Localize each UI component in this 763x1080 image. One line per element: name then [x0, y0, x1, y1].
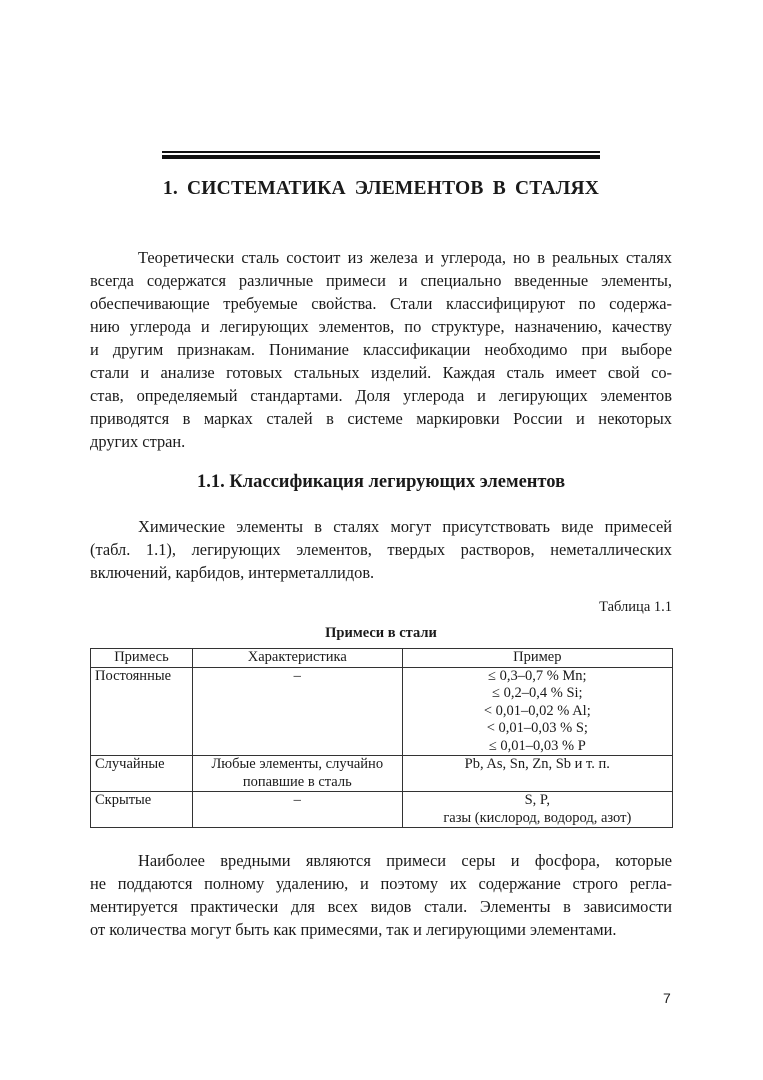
cell-example: Pb, As, Sn, Zn, Sb и т. п. [402, 756, 672, 792]
impurities-table [90, 648, 673, 828]
cell-impurity: Случайные [91, 756, 193, 792]
paragraph-line: став, определяемый стандартами. Доля углерода и легирующих элементов [90, 386, 672, 405]
paragraph-line: всегда содержатся различные примеси и специально введенные элементы, [90, 271, 672, 290]
paragraph-line: стали и анализе готовых стальных изделий. Каждая сталь имеет свой со- [90, 363, 672, 382]
cell-characteristic: Любые элементы, случайно попавшие в сталь [192, 756, 402, 792]
intro-paragraph [90, 246, 672, 453]
cell-impurity: Скрытые [91, 792, 193, 828]
cell-example: ≤ 0,3–0,7 % Mn; ≤ 0,2–0,4 % Si; < 0,01–0,02 % Al; < 0,01–0,03 % S; ≤ 0,01–0,03 % P [402, 667, 672, 756]
cell-characteristic: – [192, 667, 402, 756]
header-rule-thick [162, 155, 600, 159]
paragraph-line: не поддаются полному удалению, и поэтому их содержание строго регла- [90, 874, 672, 893]
section-paragraph [90, 515, 672, 584]
paragraph-line: и другим признакам. Понимание классификации необходимо при выборе [90, 340, 672, 359]
chapter-title: 1. СИСТЕМАТИКА ЭЛЕМЕНТОВ В СТАЛЯХ [162, 178, 600, 199]
header-characteristic: Характеристика [192, 649, 402, 668]
paragraph-line: Теоретически сталь состоит из железа и углерода, но в реальных сталях [138, 248, 672, 267]
header-impurity: Примесь [91, 649, 193, 668]
table-row [91, 756, 673, 792]
cell-characteristic: – [192, 792, 402, 828]
table-row [91, 667, 673, 756]
paragraph-line: включений, карбидов, интерметаллидов. [90, 563, 375, 582]
table-row [91, 792, 673, 828]
section-title: 1.1. Классификация легирующих элементов [196, 472, 566, 492]
paragraph-line: от количества могут быть как примесями, так и легирующими элементами. [90, 920, 617, 939]
cell-example: S, P, газы (кислород, водород, азот) [402, 792, 672, 828]
table-header-row [91, 649, 673, 668]
header-rule-thin [162, 151, 600, 153]
paragraph-line: Наиболее вредными являются примеси серы и фосфора, которые [138, 851, 672, 870]
page-number: 7 [663, 990, 671, 1006]
paragraph-line: других стран. [90, 432, 186, 451]
paragraph-line: Химические элементы в сталях могут присутствовать виде примесей [138, 517, 672, 536]
table-caption: Примеси в стали [325, 625, 437, 641]
cell-impurity: Постоянные [91, 667, 193, 756]
paragraph-line: приводятся в марках сталей в системе маркировки России и некоторых [90, 409, 672, 428]
header-example: Пример [402, 649, 672, 668]
paragraph-line: (табл. 1.1), легирующих элементов, твердых растворов, неметаллических [90, 540, 672, 559]
closing-paragraph [90, 849, 672, 941]
table-label: Таблица 1.1 [599, 599, 672, 615]
paragraph-line: нию углерода и легирующих элементов, по структуре, назначению, качеству [90, 317, 672, 336]
paragraph-line: обеспечивающие требуемые свойства. Стали классифицируют по содержа- [90, 294, 672, 313]
paragraph-line: ментируется практически для всех видов стали. Элементы в зависимости [90, 897, 672, 916]
